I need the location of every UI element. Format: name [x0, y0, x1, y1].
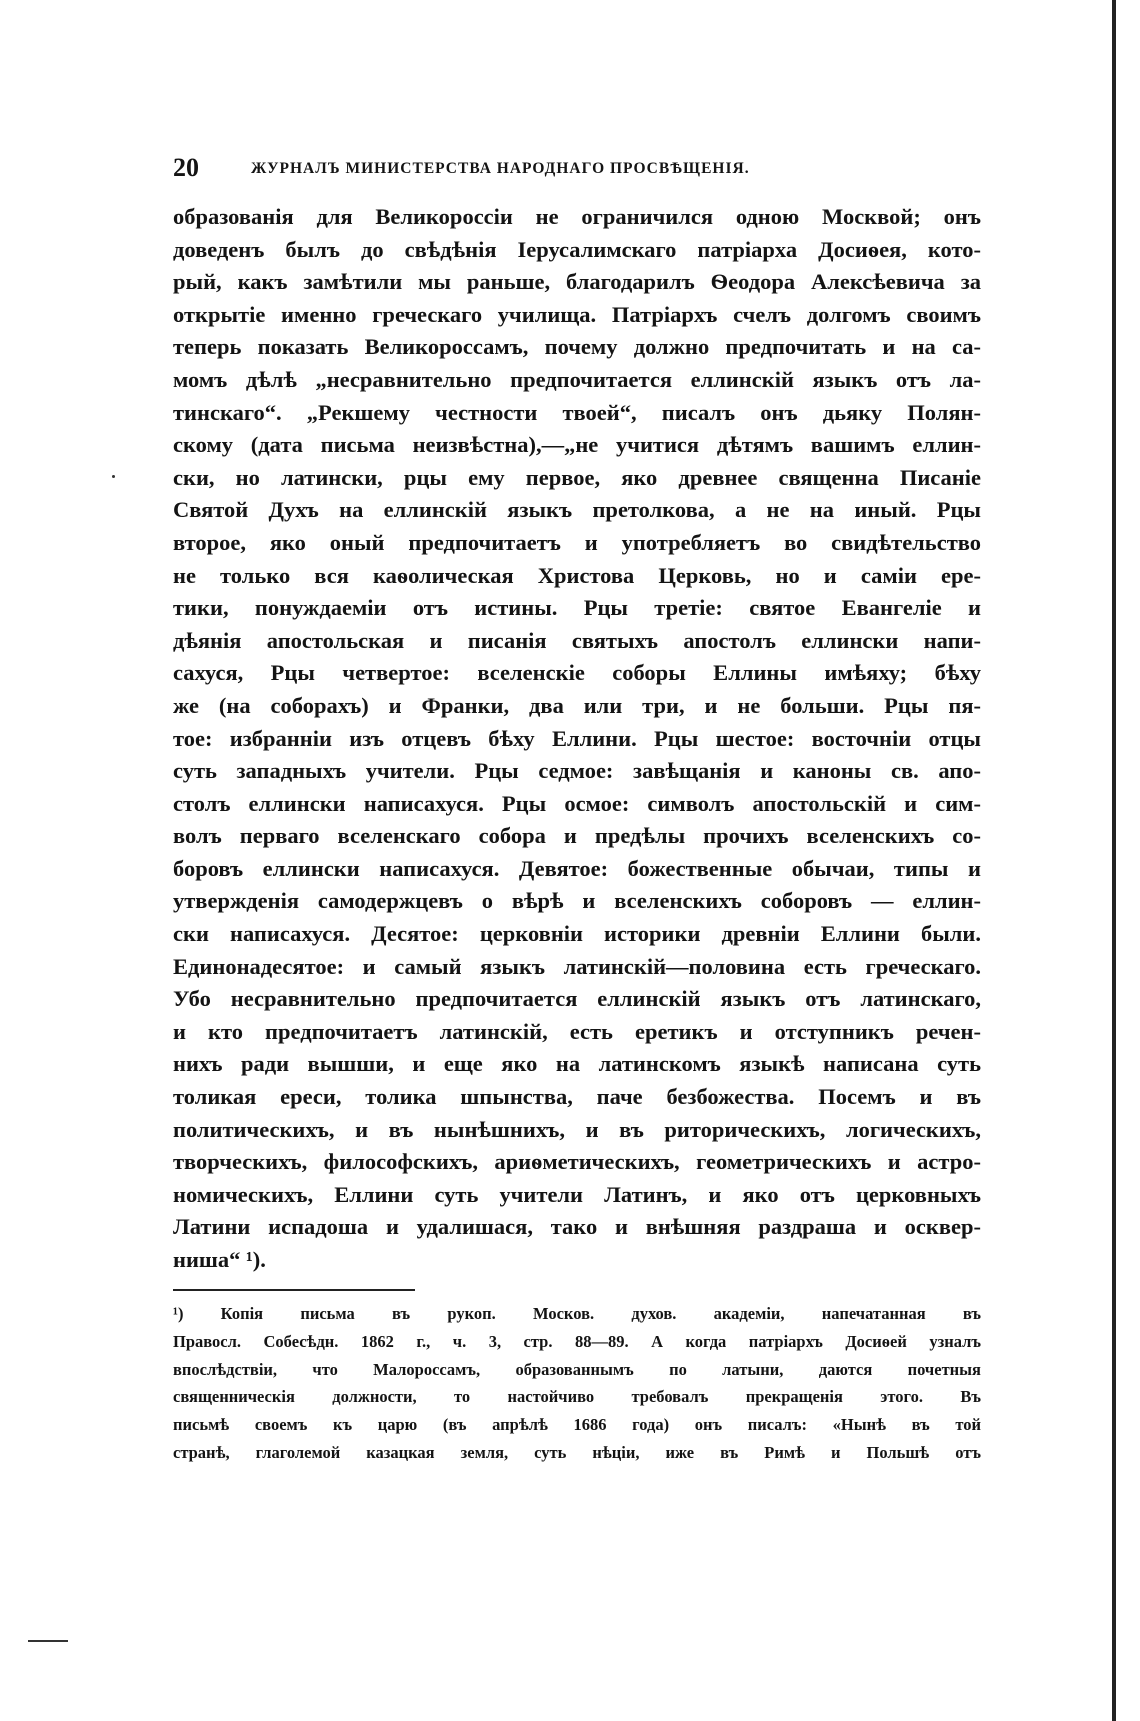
text-line: не только вся каѳолическая Христова Церковь, но и саміи ере-: [173, 562, 981, 588]
text-line: столъ еллински написахуся. Рцы осмое: символъ апостольскій и сим-: [173, 790, 981, 816]
text-line: тинскаго“. „Рекшему честности твоей“, писалъ онъ дьяку Полян-: [173, 399, 981, 425]
text-line: суть западныхъ учители. Рцы седмое: завѣщанія и каноны св. апо-: [173, 758, 981, 784]
footnote-line: ¹) Копія письма въ рукоп. Москов. духов. академіи, напечатанная въ: [173, 1304, 981, 1323]
footnote-line: впослѣдствіи, что Малороссамъ, образованнымъ по латыни, даются почетныя: [173, 1359, 981, 1379]
text-line: номическихъ, Еллини суть учители Латинъ, и яко отъ церковныхъ: [173, 1181, 981, 1207]
page-edge-rule: [1112, 0, 1116, 1721]
text-line: Святой Духъ на еллинскій языкъ претолкова, а не на иный. Рцы: [173, 497, 981, 523]
text-line: открытіе именно греческаго училища. Патріархъ счелъ долгомъ своимъ: [173, 301, 981, 327]
text-line: толикая ереси, толика шпынства, паче безбожества. Посемъ и въ: [173, 1084, 981, 1110]
page-number: 20: [173, 153, 199, 182]
footnote-divider: [173, 1289, 415, 1291]
text-line: творческихъ, философскихъ, ариѳметическихъ, геометрическихъ и астро-: [173, 1149, 981, 1175]
margin-speck: [112, 475, 115, 478]
text-line-last: ниша“ ¹).: [173, 1247, 266, 1272]
footnote: [173, 1300, 981, 1467]
text-line: рый, какъ замѣтили мы раньше, благодарилъ Ѳеодора Алексѣевича за: [173, 269, 981, 295]
text-line: дѣянія апостольская и писанія святыхъ апостолъ еллински напи-: [173, 627, 981, 653]
text-line: скому (дата письма неизвѣстна),—„не учитися дѣтямъ вашимъ еллин-: [173, 432, 981, 458]
text-line: сахуся, Рцы четвертое: вселенскіе соборы Еллины имѣяху; бѣху: [173, 660, 981, 686]
text-line: тики, понуждаеміи отъ истины. Рцы третіе: святое Евангеліе и: [173, 595, 981, 621]
text-line: образованія для Великороссіи не ограничился одною Москвой; онъ: [173, 204, 981, 229]
margin-dash: [28, 1640, 68, 1642]
text-line: ски написахуся. Десятое: церковніи историки древніи Еллини были.: [173, 921, 981, 947]
text-line: же (на соборахъ) и Франки, два или три, и не больши. Рцы пя-: [173, 692, 981, 718]
footnote-line: Правосл. Собесѣдн. 1862 г., ч. 3, стр. 88—89. А когда патріархъ Досиѳей узналъ: [173, 1331, 981, 1351]
footnote-line: священническія должности, то настойчиво требовалъ прекращенія этого. Въ: [173, 1387, 981, 1407]
text-line: ски, но латински, рцы ему первое, яко древнее священна Писаніе: [173, 464, 981, 490]
text-line: волъ перваго вселенскаго собора и предѣлы прочихъ вселенскихъ со-: [173, 823, 981, 849]
text-line: политическихъ, и въ нынѣшнихъ, и въ риторическихъ, логическихъ,: [173, 1116, 981, 1142]
text-line: нихъ ради вышши, и еще яко на латинскомъ языкѣ написана суть: [173, 1051, 981, 1077]
text-line: Убо несравнительно предпочитается еллинскій языкъ отъ латинскаго,: [173, 986, 981, 1012]
text-line: теперь показать Великороссамъ, почему должно предпочитать и на са-: [173, 334, 981, 360]
text-line: Латини испадоша и удалишася, тако и внѣшняя раздраша и осквер-: [173, 1214, 981, 1240]
text-line: боровъ еллински написахуся. Девятое: божественные обычаи, типы и: [173, 855, 981, 881]
page-header: [173, 150, 981, 190]
text-line: утвержденія самодержцевъ о вѣрѣ и вселенскихъ соборовъ — еллин-: [173, 888, 981, 914]
text-line: доведенъ былъ до свѣдѣнія Іерусалимскаго патріарха Досиѳея, кото-: [173, 236, 981, 262]
text-line: Единонадесятое: и самый языкъ латинскій—половина есть греческаго.: [173, 953, 981, 979]
text-line: второе, яко оный предпочитаетъ и употребляетъ во свидѣтельство: [173, 529, 981, 555]
running-title: ЖУРНАЛЪ МИНИСТЕРСТВА НАРОДНАГО ПРОСВѢЩЕНІЯ.: [251, 160, 750, 177]
text-line: момъ дѣлѣ „несравнительно предпочитается еллинскій языкъ отъ ла-: [173, 366, 981, 392]
footnote-line: письмѣ своемъ къ царю (въ апрѣлѣ 1686 года) онъ писалъ: «Нынѣ въ той: [173, 1415, 981, 1435]
text-line: тое: избранніи изъ отцевъ бѣху Еллини. Рцы шестое: восточніи отцы: [173, 725, 981, 751]
footnote-line: странѣ, глаголемой казацкая земля, суть нѣціи, иже въ Римѣ и Польшѣ отъ: [173, 1442, 981, 1462]
text-line: и кто предпочитаетъ латинскій, есть еретикъ и отступникъ речен-: [173, 1018, 981, 1044]
main-text: [173, 201, 981, 1277]
